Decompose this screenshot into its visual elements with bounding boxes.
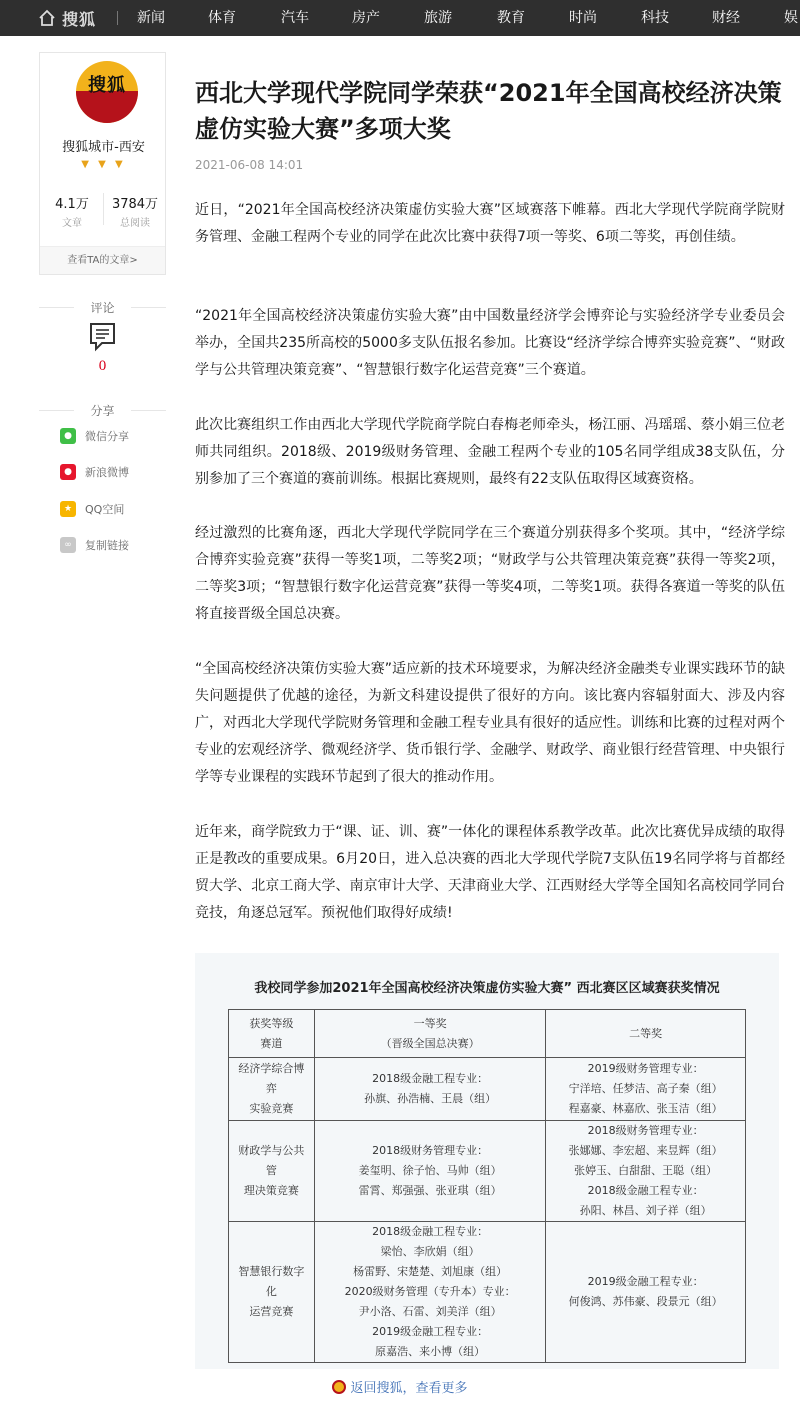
cell-text: 雷霄、郑强强、张亚琪（组） [358, 1184, 502, 1197]
cell-text: 智慧银行数字化 [238, 1265, 305, 1298]
first-prize-cell [314, 1058, 546, 1121]
nav-item-entertainment[interactable]: 娱 [784, 10, 798, 26]
cell-text: 2018级金融工程专业： [587, 1184, 704, 1197]
back-to-sohu-link[interactable] [0, 1377, 800, 1396]
award-table-title: 我校同学参加2021年全国高校经济决策虚仿实验大赛” 西北赛区区域赛获奖情况 [254, 981, 720, 996]
header-text: 赛道 [260, 1036, 283, 1050]
author-badges [40, 159, 167, 170]
copy-link-button[interactable] [60, 535, 129, 555]
header-cell [546, 1010, 746, 1058]
cell-text: 2019级财务管理专业： [587, 1062, 704, 1075]
header-text: 获奖等级 [249, 1016, 294, 1030]
nav-item-education[interactable]: 教育 [497, 10, 525, 26]
weibo-icon: ● [60, 464, 76, 480]
share-label: 新浪微博 [85, 466, 129, 479]
cell-text: 财政学与公共管 [238, 1144, 305, 1177]
share-qzone-button[interactable] [60, 499, 124, 519]
top-nav-bar [0, 0, 800, 36]
cell-text: 尹小洛、石雷、刘美洋（组） [358, 1305, 502, 1318]
cell-text: 2018级财务管理专业： [587, 1124, 704, 1137]
articles-label: 文章 [62, 218, 82, 229]
view-author-articles-link[interactable]: 查看TA的文章> [40, 246, 165, 274]
home-icon [38, 9, 56, 27]
first-prize-cell [314, 1222, 546, 1363]
badge-icon: ▼ [98, 159, 109, 170]
nav-divider [117, 11, 118, 25]
share-wechat-button[interactable] [60, 426, 129, 446]
share-label: 微信分享 [85, 430, 129, 443]
track-cell [229, 1222, 315, 1363]
award-table-image [195, 953, 779, 1369]
article-paragraph: “全国高校经济决策仿实验大赛”适应新的技术环境要求，为解决经济金融类专业课实践环节的缺失问题提供了优越的途径，为新文科建设提供了很好的方向。该比赛内容辐射面大、涉及内容广，对西北大学现代学院财务管理和金融工程专业具有很好的适应性。训练和比赛的过程对两个专业的宏观经济学、微观经济学、货币银行学、金融学、财政学、商业银行经营管理、中央银行学等专业课程的实践环节起到了很大的推动作用。 [195, 661, 785, 785]
article-paragraph: 近日，“2021年全国高校经济决策虚仿实验大赛”区域赛落下帷幕。西北大学现代学院商学院财务管理、金融工程两个专业的同学在此次比赛中获得7项一等奖、6项二等奖，再创佳绩。 [195, 202, 785, 245]
cell-text: 张娜娜、李宏超、来昱辉（组） [568, 1144, 723, 1157]
sohu-logo[interactable] [38, 0, 96, 36]
nav-item-house[interactable]: 房产 [352, 10, 380, 26]
table-header-row [229, 1010, 746, 1058]
cell-text: 原嘉浩、来小博（组） [375, 1345, 486, 1358]
cell-text: 实验竞赛 [249, 1102, 294, 1115]
article-paragraph: “2021年全国高校经济决策虚仿实验大赛”由中国数量经济学会博弈论与实验经济学专业委员会举办，全国共235所高校的5000多支队伍报名参加。比赛设“经济学综合博弈实验竞赛”、“财政学与公共管理决策竞赛”、“智慧银行数字化运营竞赛”三个赛道。 [195, 308, 785, 378]
reads-count: 3784万 [111, 197, 159, 212]
stat-reads [104, 193, 166, 229]
award-table [228, 1009, 746, 1363]
sohu-icon [332, 1380, 346, 1394]
cell-text: 程嘉豪、林嘉欣、张玉洁（组） [568, 1102, 723, 1115]
share-weibo-button[interactable] [60, 462, 129, 482]
cell-text: 孙旗、孙浩楠、王晨（组） [364, 1092, 497, 1105]
table-row [229, 1121, 746, 1222]
stat-articles [41, 193, 103, 229]
cell-text: 2019级金融工程专业： [372, 1325, 489, 1338]
track-cell [229, 1121, 315, 1222]
cell-text: 2018级金融工程专业： [372, 1225, 489, 1238]
cell-text: 2018级金融工程专业： [372, 1072, 489, 1085]
nav-item-sports[interactable]: 体育 [208, 10, 236, 26]
articles-count: 4.1万 [55, 197, 89, 212]
comments-title: 评论 [39, 299, 166, 316]
nav-item-auto[interactable]: 汽车 [281, 10, 309, 26]
share-title: 分享 [39, 402, 166, 419]
comment-count[interactable]: 0 [98, 358, 107, 374]
cell-text: 杨雷野、宋楚楚、刘旭康（组） [353, 1265, 508, 1278]
cell-text: 张婷玉、白甜甜、王聪（组） [574, 1164, 718, 1177]
nav-item-fashion[interactable]: 时尚 [569, 10, 597, 26]
second-prize-cell [546, 1121, 746, 1222]
cell-text: 2020级财务管理（专升本）专业： [344, 1285, 516, 1298]
article-paragraph: 此次比赛组织工作由西北大学现代学院商学院白春梅老师牵头，杨江丽、冯瑶瑶、蔡小娟三位老师共同组织。2018级、2019级财务管理、金融工程两个专业的105名同学组成38支队伍，分别参加了三个赛道的赛前训练。根据比赛规则，最终有22支队伍取得区域赛资格。 [195, 417, 785, 487]
cell-text: 梁怡、李欣娟（组） [380, 1245, 480, 1258]
author-name[interactable]: 搜狐城市-西安 [62, 140, 145, 155]
nav-item-news[interactable]: 新闻 [137, 10, 165, 26]
wechat-icon: ● [60, 428, 76, 444]
article-paragraph: 经过激烈的比赛角逐，西北大学现代学院同学在三个赛道分别获得多个奖项。其中，“经济学综合博弈实验竞赛”获得一等奖1项，二等奖2项；“财政学与公共管理决策竞赛”获得一等奖2项，二等奖3项；“智慧银行数字化运营竞赛”获得一等奖4项，二等奖1项。获得各赛道一等奖的队伍将直接晋级全国总决赛。 [195, 525, 785, 622]
table-row [229, 1058, 746, 1121]
header-text: 一等奖 [413, 1016, 447, 1030]
second-prize-cell [546, 1058, 746, 1121]
cell-text: 运营竞赛 [249, 1305, 294, 1318]
qzone-icon: ★ [60, 501, 76, 517]
nav-item-finance[interactable]: 财经 [712, 10, 740, 26]
nav-item-travel[interactable]: 旅游 [424, 10, 452, 26]
badge-icon: ▼ [115, 159, 126, 170]
badge-icon: ▼ [81, 159, 92, 170]
cell-text: 姜玺明、徐子怡、马帅（组） [358, 1164, 502, 1177]
share-label: QQ空间 [85, 503, 125, 516]
author-card [39, 52, 166, 275]
table-row [229, 1222, 746, 1363]
nav-item-tech[interactable]: 科技 [641, 10, 669, 26]
cell-text: 2019级金融工程专业： [587, 1275, 704, 1288]
logo-text: 搜狐 [62, 9, 97, 29]
track-cell [229, 1058, 315, 1121]
cell-text: 经济学综合博弈 [238, 1062, 305, 1095]
header-text: （晋级全国总决赛） [380, 1036, 480, 1050]
link-icon: ∞ [60, 537, 76, 553]
header-cell [314, 1010, 546, 1058]
cell-text: 何俊鸿、苏伟豪、段景元（组） [568, 1295, 723, 1308]
avatar-text: 搜狐 [88, 75, 126, 96]
first-prize-cell [314, 1121, 546, 1222]
cell-text: 2018级财务管理专业： [372, 1144, 489, 1157]
header-text: 二等奖 [629, 1026, 663, 1040]
comment-icon[interactable] [89, 322, 116, 352]
header-cell [229, 1010, 315, 1058]
article-date: 2021-06-08 14:01 [195, 158, 304, 172]
cell-text: 理决策竞赛 [243, 1184, 299, 1197]
second-prize-cell [546, 1222, 746, 1363]
cell-text: 孙阳、林昌、刘子祥（组） [579, 1204, 712, 1217]
article-paragraph: 近年来，商学院致力于“课、证、训、赛”一体化的课程体系教学改革。此次比赛优异成绩的取得正是教改的重要成果。6月20日，进入总决赛的西北大学现代学院7支队伍19名同学将与首都经贸大学、北京工商大学、南京审计大学、天津商业大学、江西财经大学等全国知名高校同学同台竞技，角逐总冠军。预祝他们取得好成绩! [195, 824, 785, 921]
article-title: 西北大学现代学院同学荣获“2021年全国高校经济决策虚仿实验大赛”多项大奖 [195, 79, 782, 143]
cell-text: 宁洋培、任梦洁、高子秦（组） [568, 1082, 723, 1095]
back-link-text: 返回搜狐，查看更多 [350, 1381, 468, 1396]
reads-label: 总阅读 [120, 218, 150, 229]
share-label: 复制链接 [85, 539, 129, 552]
author-avatar[interactable] [76, 61, 138, 123]
